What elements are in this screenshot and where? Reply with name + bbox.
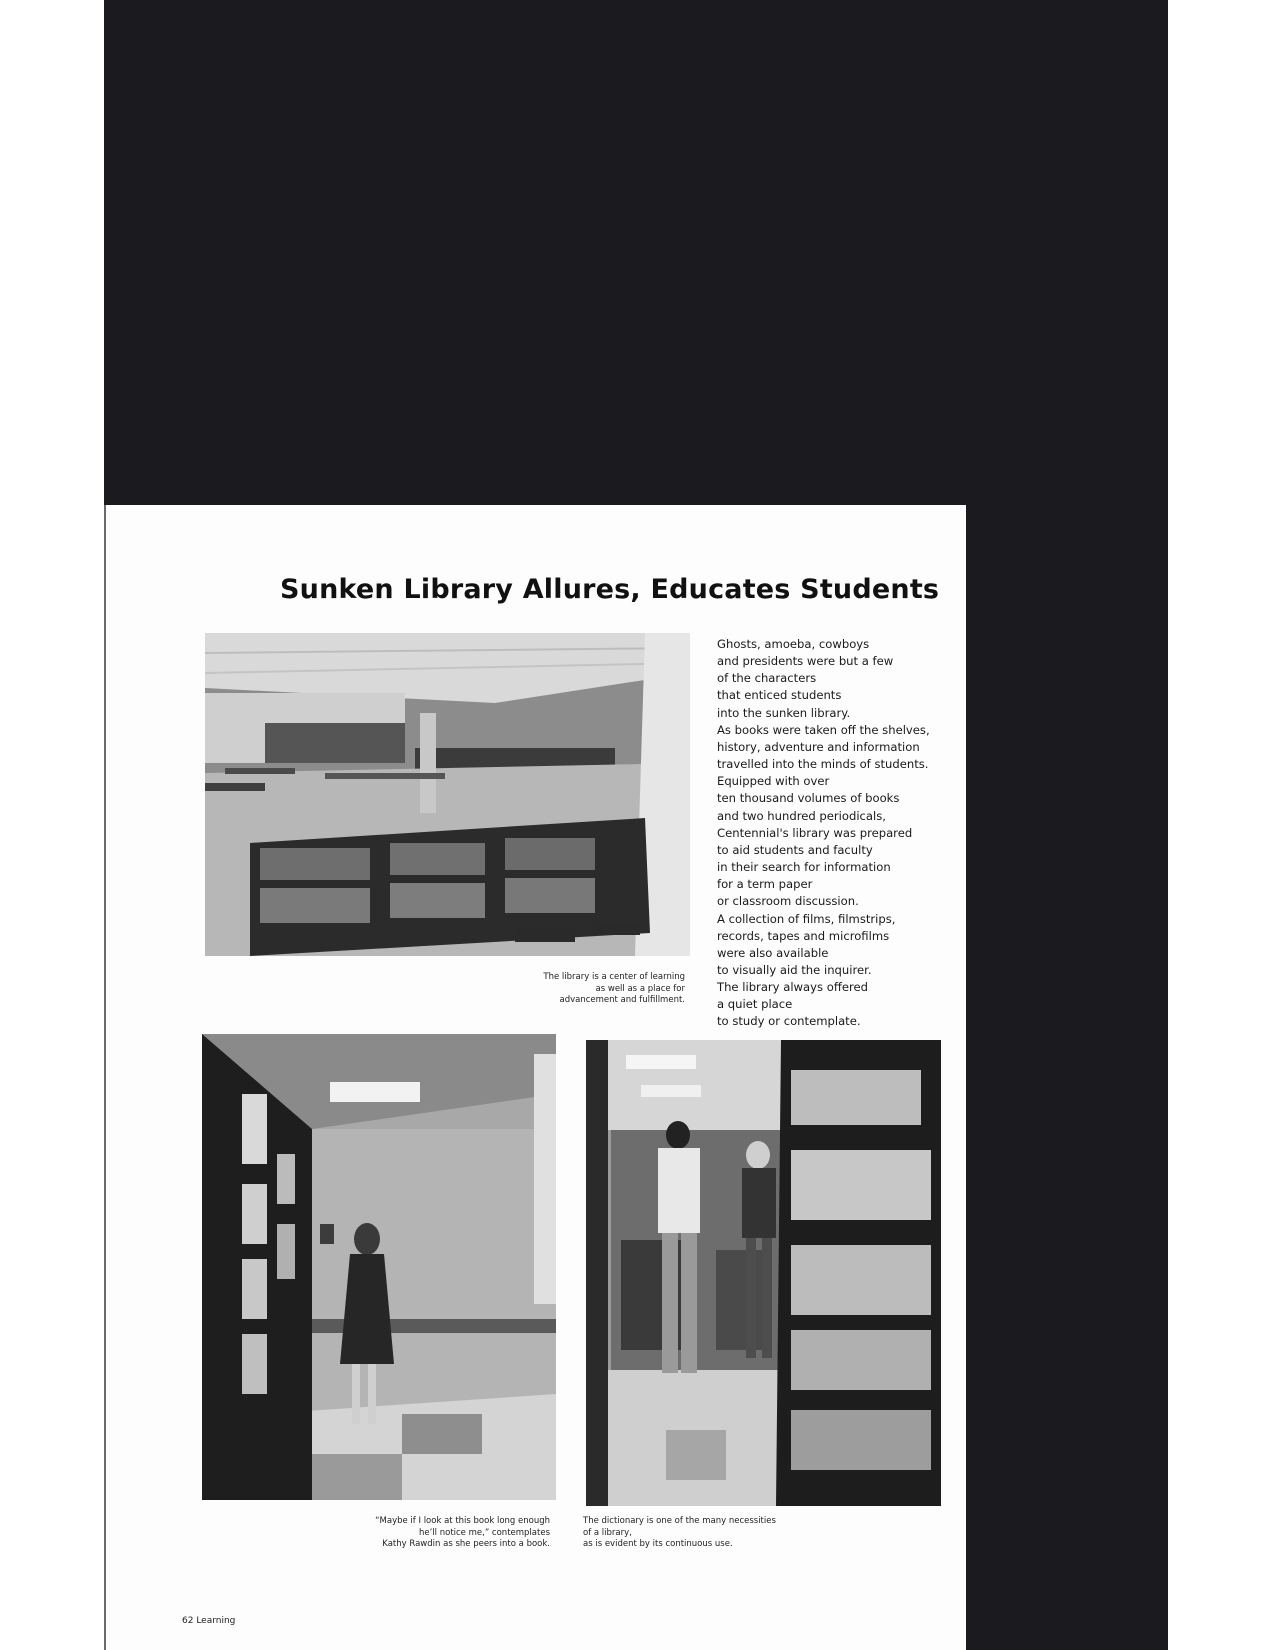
article-body <box>717 636 947 1031</box>
body-line: Ghosts, amoeba, cowboys <box>717 637 870 651</box>
caption-line: he’ll notice me,” contemplates <box>418 1527 550 1538</box>
body-line: into the sunken library. <box>717 705 851 720</box>
page-folio: 62 Learning <box>182 1616 236 1626</box>
body-line: of the characters <box>717 671 817 686</box>
caption-line: The library is a center of learning <box>543 972 685 982</box>
body-line: ten thousand volumes of books <box>717 791 900 806</box>
body-line: and presidents were but a few <box>717 654 894 669</box>
caption-line: of a library, <box>583 1527 632 1538</box>
body-line: history, adventure and information <box>717 739 920 754</box>
body-line: As books were taken off the shelves, <box>717 722 930 737</box>
body-line: or classroom discussion. <box>717 894 859 909</box>
dictionary-aisle-caption <box>583 1516 823 1551</box>
student-browsing-photo <box>202 1034 556 1500</box>
body-line: in their search for information <box>717 860 891 875</box>
body-line: A collection of films, filmstrips, <box>717 911 896 926</box>
caption-line: “Maybe if I look at this book long enough <box>375 1516 550 1526</box>
caption-line: Kathy Rawdin as she peers into a book. <box>382 1539 550 1549</box>
body-line: records, tapes and microfilms <box>717 928 890 943</box>
body-line: to study or contemplate. <box>717 1014 861 1029</box>
caption-line: as well as a place for <box>595 983 685 994</box>
body-line: were also available <box>717 945 829 960</box>
article-headline: Sunken Library Allures, Educates Students <box>280 574 940 605</box>
body-line: Centennial's library was prepared <box>717 825 913 840</box>
library-overview-photo <box>205 633 690 956</box>
body-line: to visually aid the inquirer. <box>717 962 872 977</box>
body-line: to aid students and faculty <box>717 842 873 857</box>
body-line: The library always offered <box>717 980 868 995</box>
body-line: a quiet place <box>717 997 793 1012</box>
caption-line: The dictionary is one of the many necessities <box>583 1516 776 1526</box>
body-line: and two hundred periodicals, <box>717 808 886 823</box>
dictionary-aisle-photo <box>586 1040 941 1506</box>
caption-line: as is evident by its continuous use. <box>583 1539 733 1549</box>
caption-line: advancement and fulfillment. <box>559 995 685 1005</box>
body-line: that enticed students <box>717 688 842 703</box>
scan-dark-background-right <box>966 505 1168 1650</box>
body-line: for a term paper <box>717 877 813 892</box>
student-browsing-caption <box>325 1516 550 1551</box>
scan-dark-background-top <box>104 0 1168 505</box>
body-line: Equipped with over <box>717 774 830 789</box>
body-line: travelled into the minds of students. <box>717 757 929 772</box>
library-overview-caption <box>520 972 685 1007</box>
